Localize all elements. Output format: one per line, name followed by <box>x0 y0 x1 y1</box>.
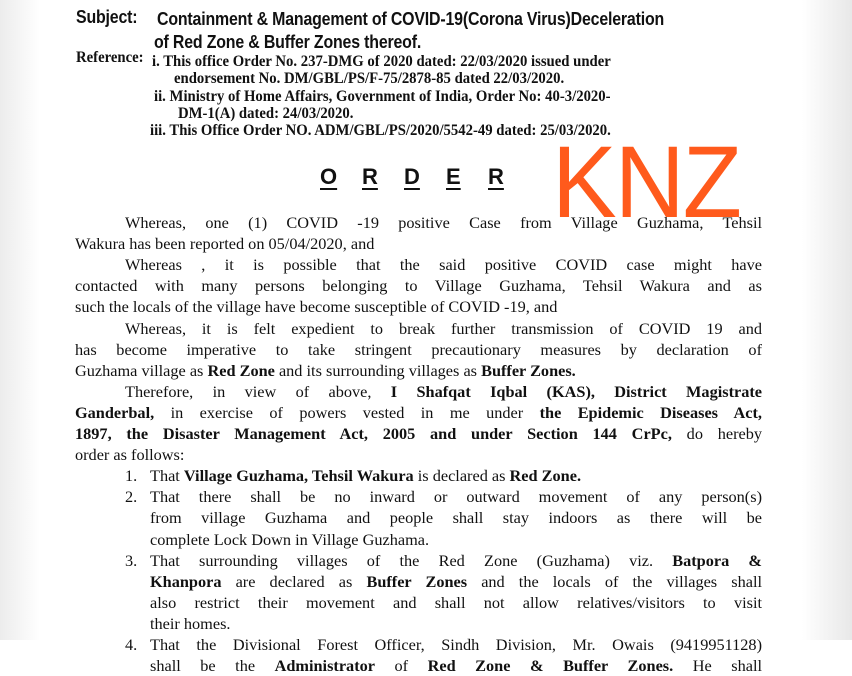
bold-text: Red Zone <box>207 360 275 380</box>
text: do hereby <box>671 424 762 443</box>
order-letter: R <box>362 164 378 189</box>
text: That surrounding villages of the Red Zone (Guzhama) viz. <box>150 550 673 570</box>
body-line <box>75 361 762 381</box>
list-number: 1. <box>125 466 138 486</box>
body-line <box>150 593 762 613</box>
body-line <box>75 276 762 296</box>
text: also restrict their movement and shall not allow relatives/visitors to visit <box>150 592 762 612</box>
body-line <box>75 340 762 360</box>
body-line <box>150 572 762 592</box>
text: from village Guzhama and people shall stay indoors as there will be <box>150 508 762 528</box>
text: is declared as <box>413 466 510 486</box>
text: and the locals of the villages shall <box>467 571 762 591</box>
text: contacted with many persons belonging to Village Guzhama, Tehsil Wakura and as <box>75 276 762 296</box>
body-line <box>150 508 762 528</box>
body-line <box>125 319 762 339</box>
text: shall be the <box>150 656 275 676</box>
order-letter: D <box>404 164 420 189</box>
text: That the Divisional Forest Officer, Sindh Division, Mr. Owais (9419951128) <box>150 635 762 654</box>
text: Wakura has been reported on 05/04/2020, and <box>75 234 375 254</box>
reference-line: i. This office Order No. 237-DMG of 2020 dated: 22/03/2020 issued under <box>152 53 611 70</box>
body-line <box>150 656 762 676</box>
bold-text: I Shafqat Iqbal (KAS), District Magistrate <box>390 381 762 401</box>
order-letter: E <box>446 164 461 189</box>
body-line <box>125 213 762 233</box>
text: and its surrounding villages as <box>274 360 482 380</box>
text: Therefore, in view of above, <box>125 381 391 401</box>
text: are declared as <box>221 571 367 591</box>
body-line <box>75 403 762 423</box>
body-line <box>75 445 762 465</box>
reference-line: endorsement No. DM/GBL/PS/F-75/2878-85 dated 22/03/2020. <box>174 70 565 87</box>
reference-line: iii. This Office Order NO. ADM/GBL/PS/2020/5542-49 dated: 25/03/2020. <box>150 122 611 139</box>
body-line <box>75 424 762 444</box>
text: He shall <box>673 656 762 676</box>
watermark-knz: KNZ <box>552 125 741 239</box>
text: such the locals of the village have become susceptible of COVID -19, and <box>75 297 558 317</box>
body-line <box>150 635 762 655</box>
text: Guzhama village as <box>75 360 208 380</box>
bold-text: Batpora & <box>672 550 762 570</box>
page-shadow-right <box>802 0 852 640</box>
text: Whereas, one (1) COVID -19 positive Case from Village Guzhama, Tehsil <box>125 213 762 232</box>
body-line <box>150 487 762 507</box>
text: complete Lock Down in Village Guzhama. <box>150 529 430 549</box>
body-line <box>75 297 762 317</box>
subject-line-1: Containment & Management of COVID-19(Corona Virus)Deceleration <box>157 8 665 29</box>
list-number: 2. <box>125 487 138 507</box>
list-number: 4. <box>125 635 138 654</box>
body-line <box>125 255 762 275</box>
bold-text: Red Zone & Buffer Zones. <box>427 656 674 676</box>
bold-text: the Epidemic Diseases Act, <box>539 402 762 422</box>
order-heading <box>320 164 530 190</box>
text: order as follows: <box>75 445 185 465</box>
body-line <box>150 466 762 486</box>
text: Whereas, it is felt expedient to break further transmission of COVID 19 and <box>125 318 762 338</box>
text: That <box>150 466 184 486</box>
reference-label: Reference: <box>76 49 144 66</box>
reference-line: DM-1(A) dated: 24/03/2020. <box>178 105 354 122</box>
bold-text: Red Zone. <box>509 466 582 486</box>
text: their homes. <box>150 613 231 633</box>
body-line <box>75 234 762 254</box>
reference-line: ii. Ministry of Home Affairs, Government of India, Order No: 40-3/2020- <box>154 88 611 105</box>
bold-text: Administrator <box>274 656 375 676</box>
body-line <box>150 530 762 550</box>
text: has become imperative to take stringent precautionary measures by declaration of <box>75 339 762 359</box>
body-line <box>150 551 762 571</box>
text: Whereas , it is possible that the said positive COVID case might have <box>125 255 762 275</box>
text: That there shall be no inward or outward movement of any person(s) <box>150 487 762 507</box>
bold-text: Buffer Zones. <box>481 360 576 380</box>
subject-label: Subject: <box>76 6 138 27</box>
body-line <box>125 382 762 402</box>
subject-line-2: of Red Zone & Buffer Zones thereof. <box>154 31 422 52</box>
text: in exercise of powers vested in me under <box>154 402 540 422</box>
page-shadow-left <box>0 0 40 640</box>
bold-text: Village Guzhama, Tehsil Wakura <box>183 466 414 486</box>
bold-text: Khanpora <box>150 571 222 591</box>
order-letter: R <box>488 164 504 189</box>
body-line <box>150 614 762 634</box>
list-number: 3. <box>125 550 138 570</box>
bold-text: Ganderbal, <box>75 402 155 422</box>
bold-text: 1897, the Disaster Management Act, 2005 and under Section 144 CrPc, <box>75 424 672 443</box>
order-letter: O <box>320 164 338 189</box>
text: of <box>374 656 428 676</box>
bold-text: Buffer Zones <box>366 571 468 591</box>
